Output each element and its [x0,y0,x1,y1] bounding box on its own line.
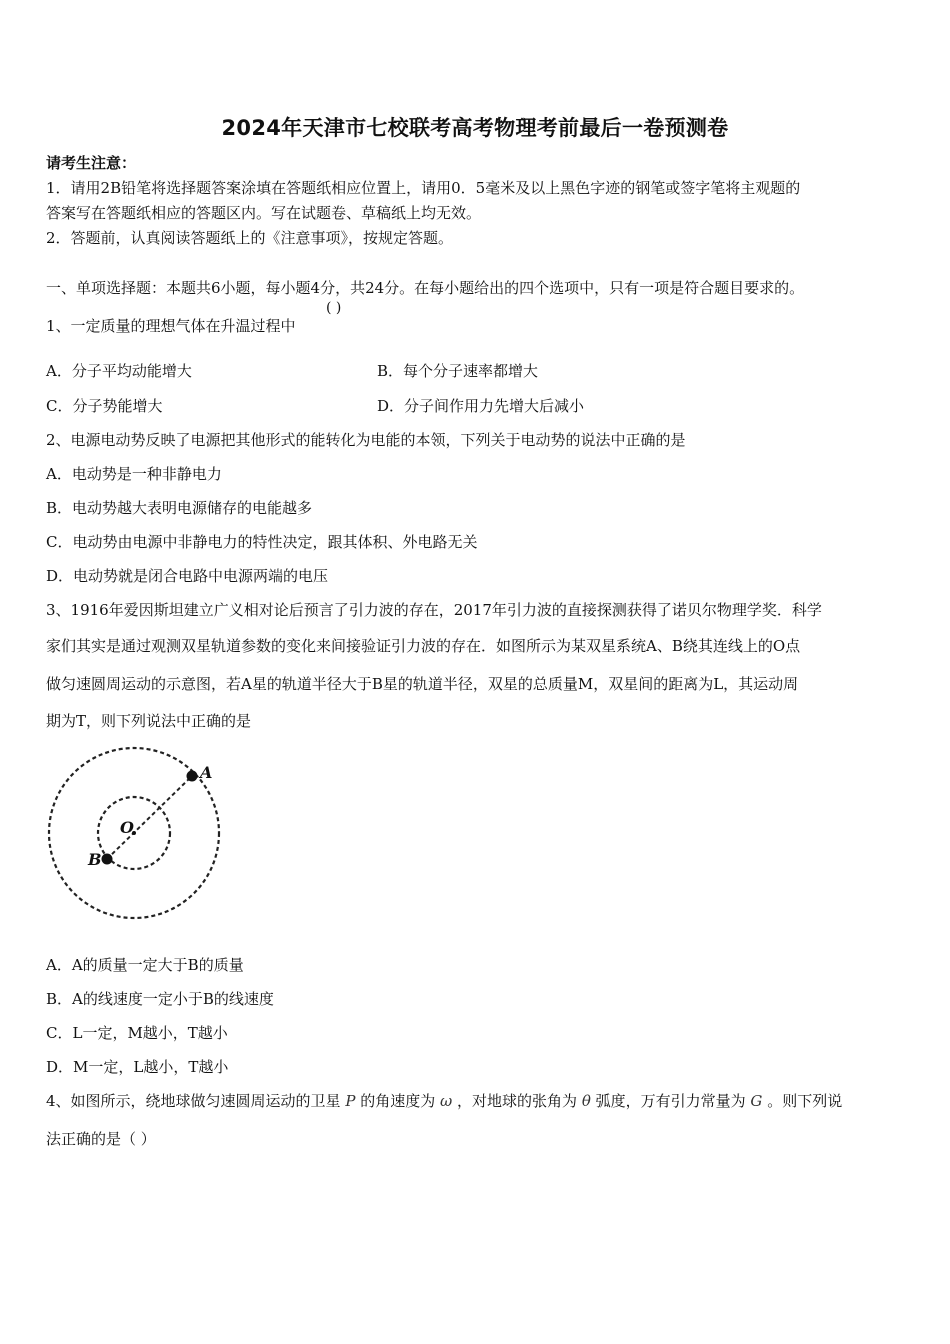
q4-stem-line-2: 法正确的是（ ） [46,1130,156,1148]
q1-stem: 1、一定质量的理想气体在升温过程中 [46,317,296,335]
q4-text-part-1: 4、如图所示，绕地球做匀速圆周运动的卫星 [46,1092,341,1110]
q4-text-part-5: 。则下列说 [767,1092,843,1110]
notice-item-1-line-2: 答案写在答题纸相应的答题区内。写在试题卷、草稿纸上均无效。 [46,204,482,222]
q2-option-d: D．电动势就是闭合电路中电源两端的电压 [46,567,329,585]
q4-var-g: G [750,1092,763,1110]
q1-option-d: D．分子间作用力先增大后减小 [377,397,585,415]
notice-heading: 请考生注意： [46,154,137,172]
q4-var-theta: θ [581,1092,591,1110]
page-title: 2024年天津市七校联考高考物理考前最后一卷预测卷 [221,116,729,140]
q3-option-a: A．A的质量一定大于B的质量 [46,956,244,974]
q4-text-part-2: 的角速度为 [360,1092,436,1110]
binary-star-orbit-figure [40,745,230,930]
q3-option-c: C．L一定，M越小，T越小 [46,1024,228,1042]
section-1-heading: 一、单项选择题：本题共6小题，每小题4分，共24分。在每小题给出的四个选项中，只有一项是符合题目要求的。 [46,279,805,297]
q1-option-b: B．每个分子速率都增大 [377,362,539,380]
q3-stem-line-1: 3、1916年爱因斯坦建立广义相对论后预言了引力波的存在，2017年引力波的直接探测获得了诺贝尔物理学奖．科学 [46,601,822,619]
q4-text-part-3: ，对地球的张角为 [457,1092,578,1110]
notice-item-2: 2．答题前，认真阅读答题纸上的《注意事项》，按规定答题。 [46,229,454,247]
q3-stem-line-3: 做匀速圆周运动的示意图，若A星的轨道半径大于B星的轨道半径，双星的总质量M，双星间的距离为L，其运动周 [46,675,799,693]
q1-option-c: C．分子势能增大 [46,397,163,415]
q4-text-part-4: 弧度，万有引力常量为 [595,1092,746,1110]
q1-option-a: A．分子平均动能增大 [46,362,192,380]
label-a: A [200,763,213,782]
q2-option-b: B．电动势越大表明电源储存的电能越多 [46,499,313,517]
label-o: O [120,818,134,837]
notice-item-1-line-1: 1．请用2B铅笔将选择题答案涂填在答题纸相应位置上，请用0．5毫米及以上黑色字迹的钢笔或签字笔将主观题的 [46,179,801,197]
q4-var-p: P [345,1092,356,1110]
star-a-dot [187,771,198,782]
q1-answer-paren: ( ) [326,300,342,316]
q4-var-omega: ω [440,1092,453,1110]
q3-option-b: B．A的线速度一定小于B的线速度 [46,990,274,1008]
q4-stem-line-1 [46,1090,842,1111]
q3-stem-line-4: 期为T，则下列说法中正确的是 [46,712,252,730]
label-b: B [88,850,102,869]
q3-stem-line-2: 家们其实是通过观测双星轨道参数的变化来间接验证引力波的存在．如图所示为某双星系统A、B绕其连线上的O点 [46,637,801,655]
q2-option-c: C．电动势由电源中非静电力的特性决定，跟其体积、外电路无关 [46,533,478,551]
star-b-dot [102,854,113,865]
q3-option-d: D．M一定，L越小，T越小 [46,1058,229,1076]
q2-option-a: A．电动势是一种非静电力 [46,465,222,483]
q2-stem: 2、电源电动势反映了电源把其他形式的能转化为电能的本领，下列关于电动势的说法中正确的是 [46,431,686,449]
